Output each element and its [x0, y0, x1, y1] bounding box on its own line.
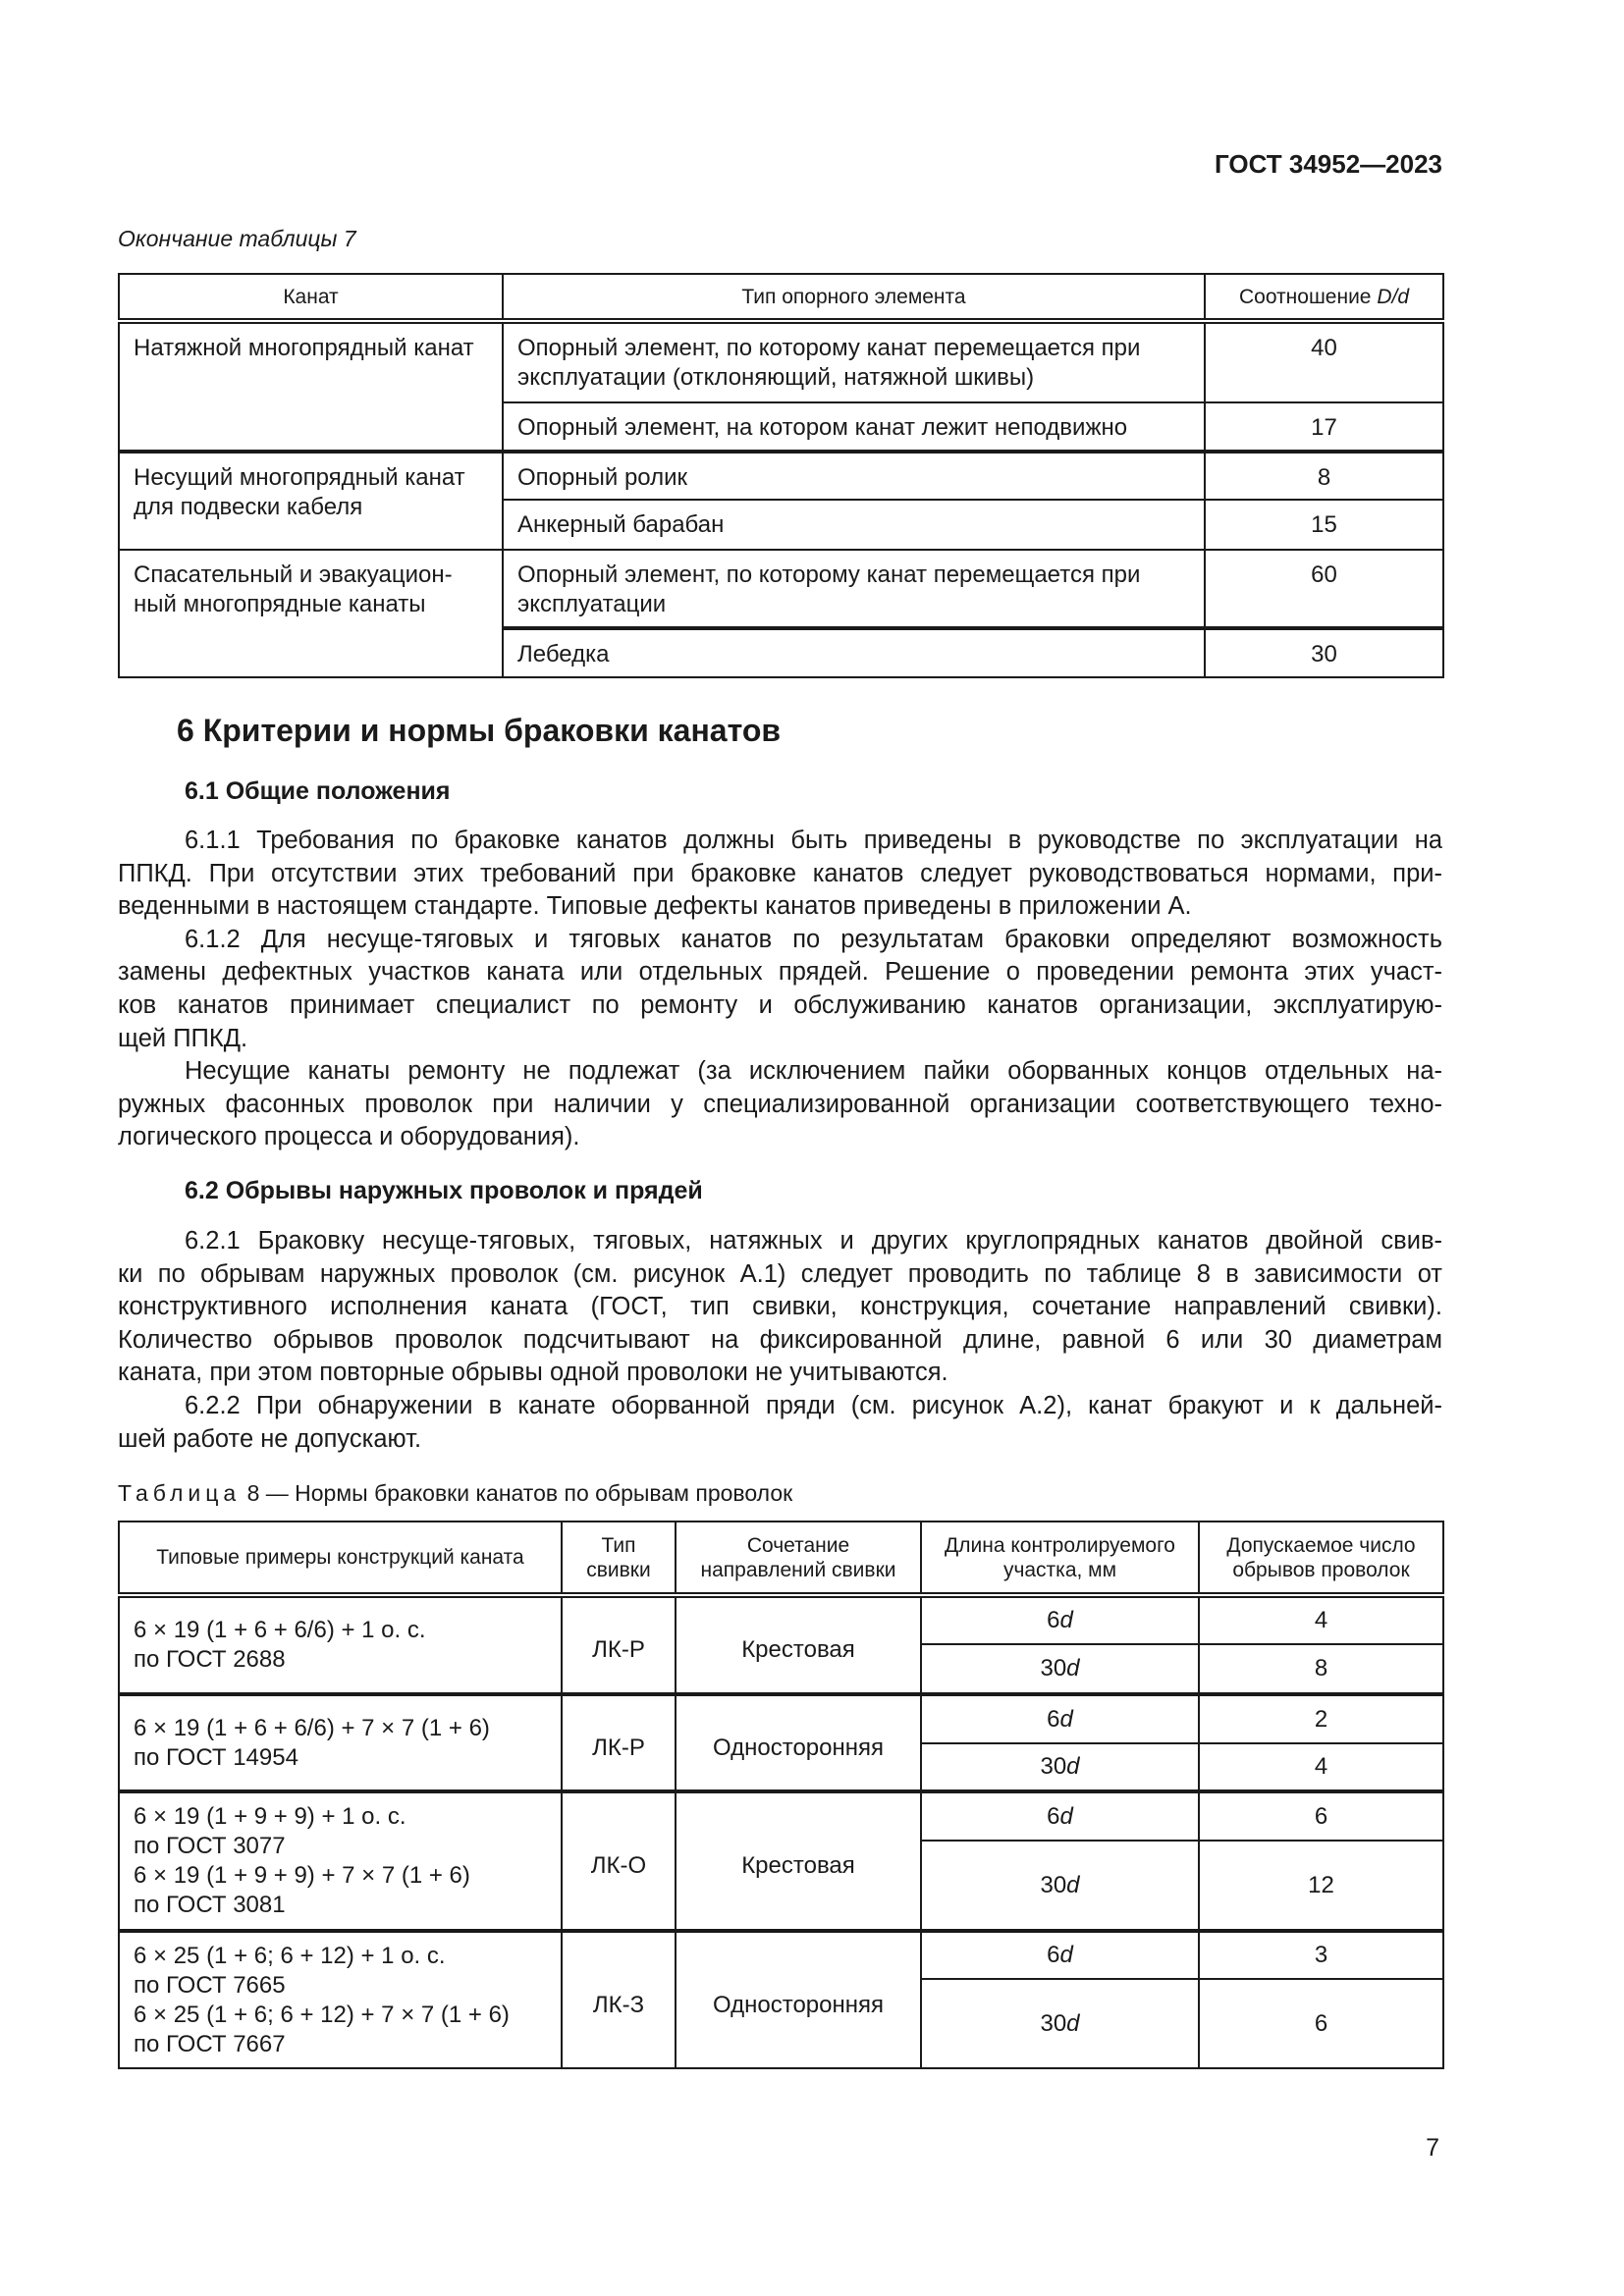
- header-lay-direction: Сочетание направлений свивки: [676, 1522, 921, 1595]
- length-unit: d: [1066, 1753, 1080, 1780]
- construction-line: по ГОСТ 7667: [134, 2030, 286, 2057]
- length-value: 6: [1047, 1802, 1060, 1830]
- ratio-cell: 15: [1205, 500, 1443, 550]
- construction-line: 6 × 19 (1 + 9 + 9) + 1 о. с.: [134, 1803, 406, 1830]
- lay-direction-cell: Односторонняя: [676, 1931, 921, 2068]
- paragraph-line: ки по обрывам наружных проволок (см. рисунок А.1) следует проводить по таблице 8 в зависимости от: [118, 1259, 1442, 1288]
- length-cell: [921, 1931, 1199, 1979]
- paragraph-line: ков канатов принимает специалист по ремонту и обслуживанию канатов организации, эксплуатирую-: [118, 990, 1442, 1019]
- paragraph-line: замены дефектных участков каната или отдельных прядей. Решение о проведении ремонта этих участ-: [118, 958, 1442, 987]
- paragraph: [118, 924, 1442, 1055]
- paragraph-line: веденными в настоящем стандарте. Типовые дефекты канатов приведены в приложении А.: [118, 892, 1192, 921]
- length-cell: [921, 1791, 1199, 1841]
- construction-line: 6 × 25 (1 + 6; 6 + 12) + 7 × 7 (1 + 6): [134, 2001, 510, 2028]
- length-unit: d: [1059, 1942, 1073, 1968]
- length-value: 6: [1047, 1942, 1060, 1968]
- element-cell: Лебедка: [503, 628, 1205, 677]
- rope-cell: Спасательный и эвакуацион-ный многопрядные канаты: [119, 550, 503, 677]
- construction-cell: [119, 1791, 562, 1931]
- table-row: [119, 1694, 1443, 1743]
- length-unit: d: [1059, 1705, 1073, 1733]
- lay-type-cell: ЛК-Р: [562, 1595, 676, 1694]
- table-row: [119, 1595, 1443, 1644]
- length-cell: [921, 1644, 1199, 1694]
- length-unit: d: [1066, 1871, 1080, 1898]
- paragraph-line: 6.1.2 Для несуще-тяговых и тяговых канатов по результатам браковки определяют возможность: [185, 925, 1442, 953]
- header-element-type: Тип опорного элемента: [503, 274, 1205, 321]
- paragraph-line: шей работе не допускают.: [118, 1424, 422, 1453]
- length-cell: [921, 1694, 1199, 1743]
- length-value: 30: [1040, 1753, 1067, 1780]
- allowed-breaks-cell: 6: [1199, 1979, 1443, 2068]
- section-6-1-title: 6.1 Общие положения: [185, 777, 451, 805]
- element-cell: Опорный элемент, на котором канат лежит неподвижно: [503, 402, 1205, 452]
- ratio-cell: 8: [1205, 452, 1443, 500]
- paragraph-line: 6.1.1 Требования по браковке канатов должны быть приведены в руководстве по эксплуатации на: [185, 827, 1442, 854]
- lay-type-cell: ЛК-Р: [562, 1694, 676, 1791]
- length-unit: d: [1059, 1802, 1073, 1830]
- construction-cell: [119, 1595, 562, 1694]
- paragraph-line: Несущие канаты ремонту не подлежат (за исключением пайки оборванных концов отдельных на-: [185, 1057, 1442, 1086]
- length-cell: [921, 1841, 1199, 1931]
- allowed-breaks-cell: 8: [1199, 1644, 1443, 1694]
- ratio-cell: 60: [1205, 550, 1443, 628]
- header-rope: Канат: [119, 274, 503, 321]
- table-row: [119, 1931, 1443, 1979]
- construction-cell: [119, 1931, 562, 2068]
- table8-caption: Таблица 8 — Нормы браковки канатов по обрывам проволок: [118, 1480, 793, 1506]
- ratio-cell: 17: [1205, 402, 1443, 452]
- paragraph: [118, 1055, 1442, 1154]
- allowed-breaks-cell: 3: [1199, 1931, 1443, 1979]
- header-length: Длина контролируемого участка, мм: [921, 1522, 1199, 1595]
- length-value: 6: [1047, 1705, 1060, 1733]
- allowed-breaks-cell: 12: [1199, 1841, 1443, 1931]
- table-row: [119, 452, 1443, 500]
- table-row: [119, 321, 1443, 402]
- section-6-2-body: [118, 1225, 1442, 1456]
- paragraph-line: каната, при этом повторные обрывы одной проволоки не учитываются.: [118, 1359, 948, 1387]
- construction-line: по ГОСТ 2688: [134, 1646, 286, 1673]
- allowed-breaks-cell: 4: [1199, 1595, 1443, 1644]
- length-unit: d: [1066, 1655, 1080, 1682]
- length-cell: [921, 1595, 1199, 1644]
- paragraph-line: ППКД. При отсутствии этих требований при браковке канатов следует руководствоваться нормами, при-: [118, 859, 1442, 887]
- construction-line: по ГОСТ 3081: [134, 1892, 286, 1918]
- paragraph-line: щей ППКД.: [118, 1024, 248, 1052]
- table7-continuation-label: Окончание таблицы 7: [118, 226, 356, 251]
- lay-type-cell: ЛК-З: [562, 1931, 676, 2068]
- construction-line: 6 × 25 (1 + 6; 6 + 12) + 1 о. с.: [134, 1942, 446, 1969]
- section-6-2-title: 6.2 Обрывы наружных проволок и прядей: [185, 1177, 703, 1204]
- element-cell: Опорный элемент, по которому канат перемещается при эксплуатации: [503, 550, 1205, 628]
- allowed-breaks-cell: 6: [1199, 1791, 1443, 1841]
- lay-direction-cell: Крестовая: [676, 1791, 921, 1931]
- rope-cell: Натяжной многопрядный канат: [119, 321, 503, 452]
- construction-line: по ГОСТ 14954: [134, 1743, 298, 1771]
- construction-line: 6 × 19 (1 + 9 + 9) + 7 × 7 (1 + 6): [134, 1862, 470, 1889]
- length-value: 30: [1040, 2009, 1067, 2037]
- table-8: [118, 1521, 1444, 2069]
- table-row: [119, 1791, 1443, 1841]
- section-6-title: 6 Критерии и нормы браковки канатов: [177, 713, 782, 748]
- construction-line: 6 × 19 (1 + 6 + 6/6) + 1 о. с.: [134, 1617, 426, 1643]
- paragraph: [118, 1390, 1442, 1456]
- paragraph-line: логического процесса и оборудования).: [118, 1123, 580, 1151]
- paragraph: [118, 825, 1442, 924]
- table-row: [119, 550, 1443, 628]
- paragraph-line: ружных фасонных проволок при наличии у специализированной организации соответствующего техно-: [118, 1090, 1442, 1118]
- ratio-cell: 40: [1205, 321, 1443, 402]
- element-cell: Опорный элемент, по которому канат перемещается при эксплуатации (отклоняющий, натяжной шкивы): [503, 321, 1205, 402]
- construction-line: по ГОСТ 7665: [134, 1971, 286, 1999]
- length-unit: d: [1066, 2009, 1080, 2037]
- paragraph-line: Количество обрывов проволок подсчитывают на фиксированной длине, равной 6 или 30 диаметрам: [118, 1325, 1442, 1354]
- length-value: 30: [1040, 1655, 1067, 1682]
- paragraph: [118, 1225, 1442, 1390]
- allowed-breaks-cell: 4: [1199, 1743, 1443, 1791]
- ratio-cell: 30: [1205, 628, 1443, 677]
- construction-cell: [119, 1694, 562, 1791]
- paragraph-line: конструктивного исполнения каната (ГОСТ, тип свивки, конструкция, сочетание направлений свивки).: [118, 1293, 1442, 1321]
- lay-direction-cell: Односторонняя: [676, 1694, 921, 1791]
- table-7: [118, 273, 1444, 678]
- section-6-1-body: [118, 825, 1442, 1154]
- rope-cell: Несущий многопрядный канат для подвески кабеля: [119, 452, 503, 550]
- lay-direction-cell: Крестовая: [676, 1595, 921, 1694]
- lay-type-cell: ЛК-О: [562, 1791, 676, 1931]
- paragraph-line: 6.2.1 Браковку несуще-тяговых, тяговых, натяжных и других круглопрядных канатов двойной свив-: [185, 1227, 1442, 1255]
- length-unit: d: [1059, 1607, 1073, 1633]
- document-code: ГОСТ 34952—2023: [1215, 149, 1442, 179]
- page-number: 7: [1426, 2134, 1439, 2162]
- construction-line: 6 × 19 (1 + 6 + 6/6) + 7 × 7 (1 + 6): [134, 1714, 490, 1741]
- length-cell: [921, 1743, 1199, 1791]
- length-value: 30: [1040, 1871, 1067, 1898]
- paragraph-line: 6.2.2 При обнаружении в канате оборванной пряди (см. рисунок А.2), канат бракуют и к дальней-: [185, 1391, 1442, 1419]
- length-cell: [921, 1979, 1199, 2068]
- header-construction: Типовые примеры конструкций каната: [119, 1522, 562, 1595]
- header-allowed-breaks: Допускаемое число обрывов проволок: [1199, 1522, 1443, 1595]
- length-value: 6: [1047, 1607, 1060, 1633]
- header-ratio: Соотношение D/d: [1205, 274, 1443, 321]
- element-cell: Анкерный барабан: [503, 500, 1205, 550]
- element-cell: Опорный ролик: [503, 452, 1205, 500]
- construction-line: по ГОСТ 3077: [134, 1833, 286, 1859]
- header-lay-type: Тип свивки: [562, 1522, 676, 1595]
- allowed-breaks-cell: 2: [1199, 1694, 1443, 1743]
